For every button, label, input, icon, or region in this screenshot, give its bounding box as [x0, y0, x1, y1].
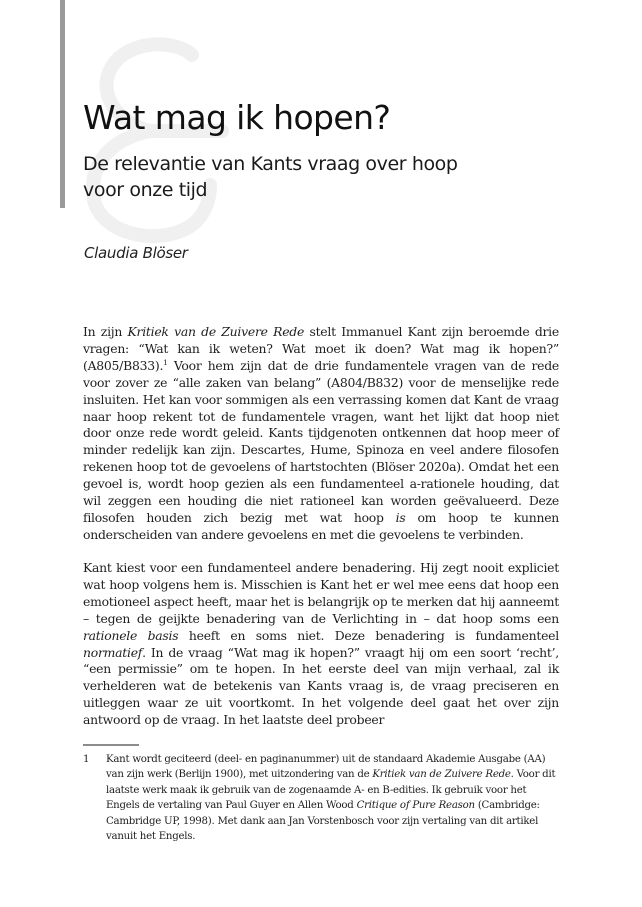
article-author: Claudia Blöser — [84, 244, 188, 262]
article-title: Wat mag ik hopen? — [83, 98, 391, 137]
footnote-1 — [83, 752, 561, 844]
body-paragraph-2: Kant kiest voor een fundamenteel andere benadering. Hij zegt nooit expliciet wat hoop volgens hem is. Misschien is Kant het er wel mee eens dat hoop een emotioneel aspect heeft, maar het is belangrijk op te merken dat hij aanneemt – tegen de geijkte benadering van de Verlichting in – dat hoop soms een rationele basis heeft en soms niet. Deze benadering is fundamenteel normatief. In de vraag “Wat mag ik hopen?” vraagt hij om een soort ‘recht’, “een permissie” om te hopen. In het eerste deel van mijn verhaal, zal ik verhelderen wat de betekenis van Kants vraag is, de vraag preciseren en uitleggen waar ze uit voortkomt. In het volgende deel gaat het over zijn antwoord op de vraag. In het laatste deel probeer — [83, 560, 559, 728]
footnote-reference[interactable]: 1 — [163, 357, 168, 367]
footnote-text: Kant wordt geciteerd (deel- en paginanummer) uit de standaard Akademie Ausgabe (AA) van zijn werk (Berlijn 1900), met uitzondering van de Kritiek van de Zuivere Rede. Voor dit laatste werk maak ik gebruik van de zogenaamde A- en B-edities. Ik gebruik voor het Engels de vertaling van Paul Guyer en Allen Wood Critique of Pure Reason (Cambridge: Cambridge UP, 1998). Met dank aan Jan Vorstenbosch voor zijn vertaling van dit artikel vanuit het Engels. — [106, 754, 556, 843]
footnote-divider — [83, 744, 139, 746]
chapter-side-bar — [60, 0, 65, 208]
footnote-number: 1 — [83, 754, 90, 765]
ampersand-icon — [80, 35, 230, 245]
body-paragraph-1: In zijn Kritiek van de Zuivere Rede stelt Immanuel Kant zijn beroemde drie vragen: “Wat kan ik weten? Wat moet ik doen? Wat mag ik hopen?” (A805/B833).$^1$ Voor hem zijn dat de drie fundamentele vragen van de rede voor zover ze “alle zaken van belang” (A804/B832) voor de menselijke rede insluiten. Het kan voor sommigen als een verrassing komen dat Kant de vraag naar hoop rekent tot de fundamentele vragen, want het lijkt dat hoop niet door onze rede wordt geleid. Kants tijdgenoten ontkennen dat hoop meer of minder redelijk kan zijn. Descartes, Hume, Spinoza en veel andere filosofen rekenen hoop tot de gevoelens of hartstochten (Blöser 2020a). Omdat het een gevoel is, wordt hoop gezien als een fundamenteel a-rationele houding, dat wil zeggen een houding die niet rationeel kan worden geëvalueerd. Deze filosofen houden zich bezig met wat hoop is om hoop te kunnen onderscheiden van andere gevoelens en met die gevoelens te verbinden. — [83, 324, 560, 542]
article-subtitle: De relevantie van Kants vraag over hoop voor onze tijd — [83, 153, 458, 201]
